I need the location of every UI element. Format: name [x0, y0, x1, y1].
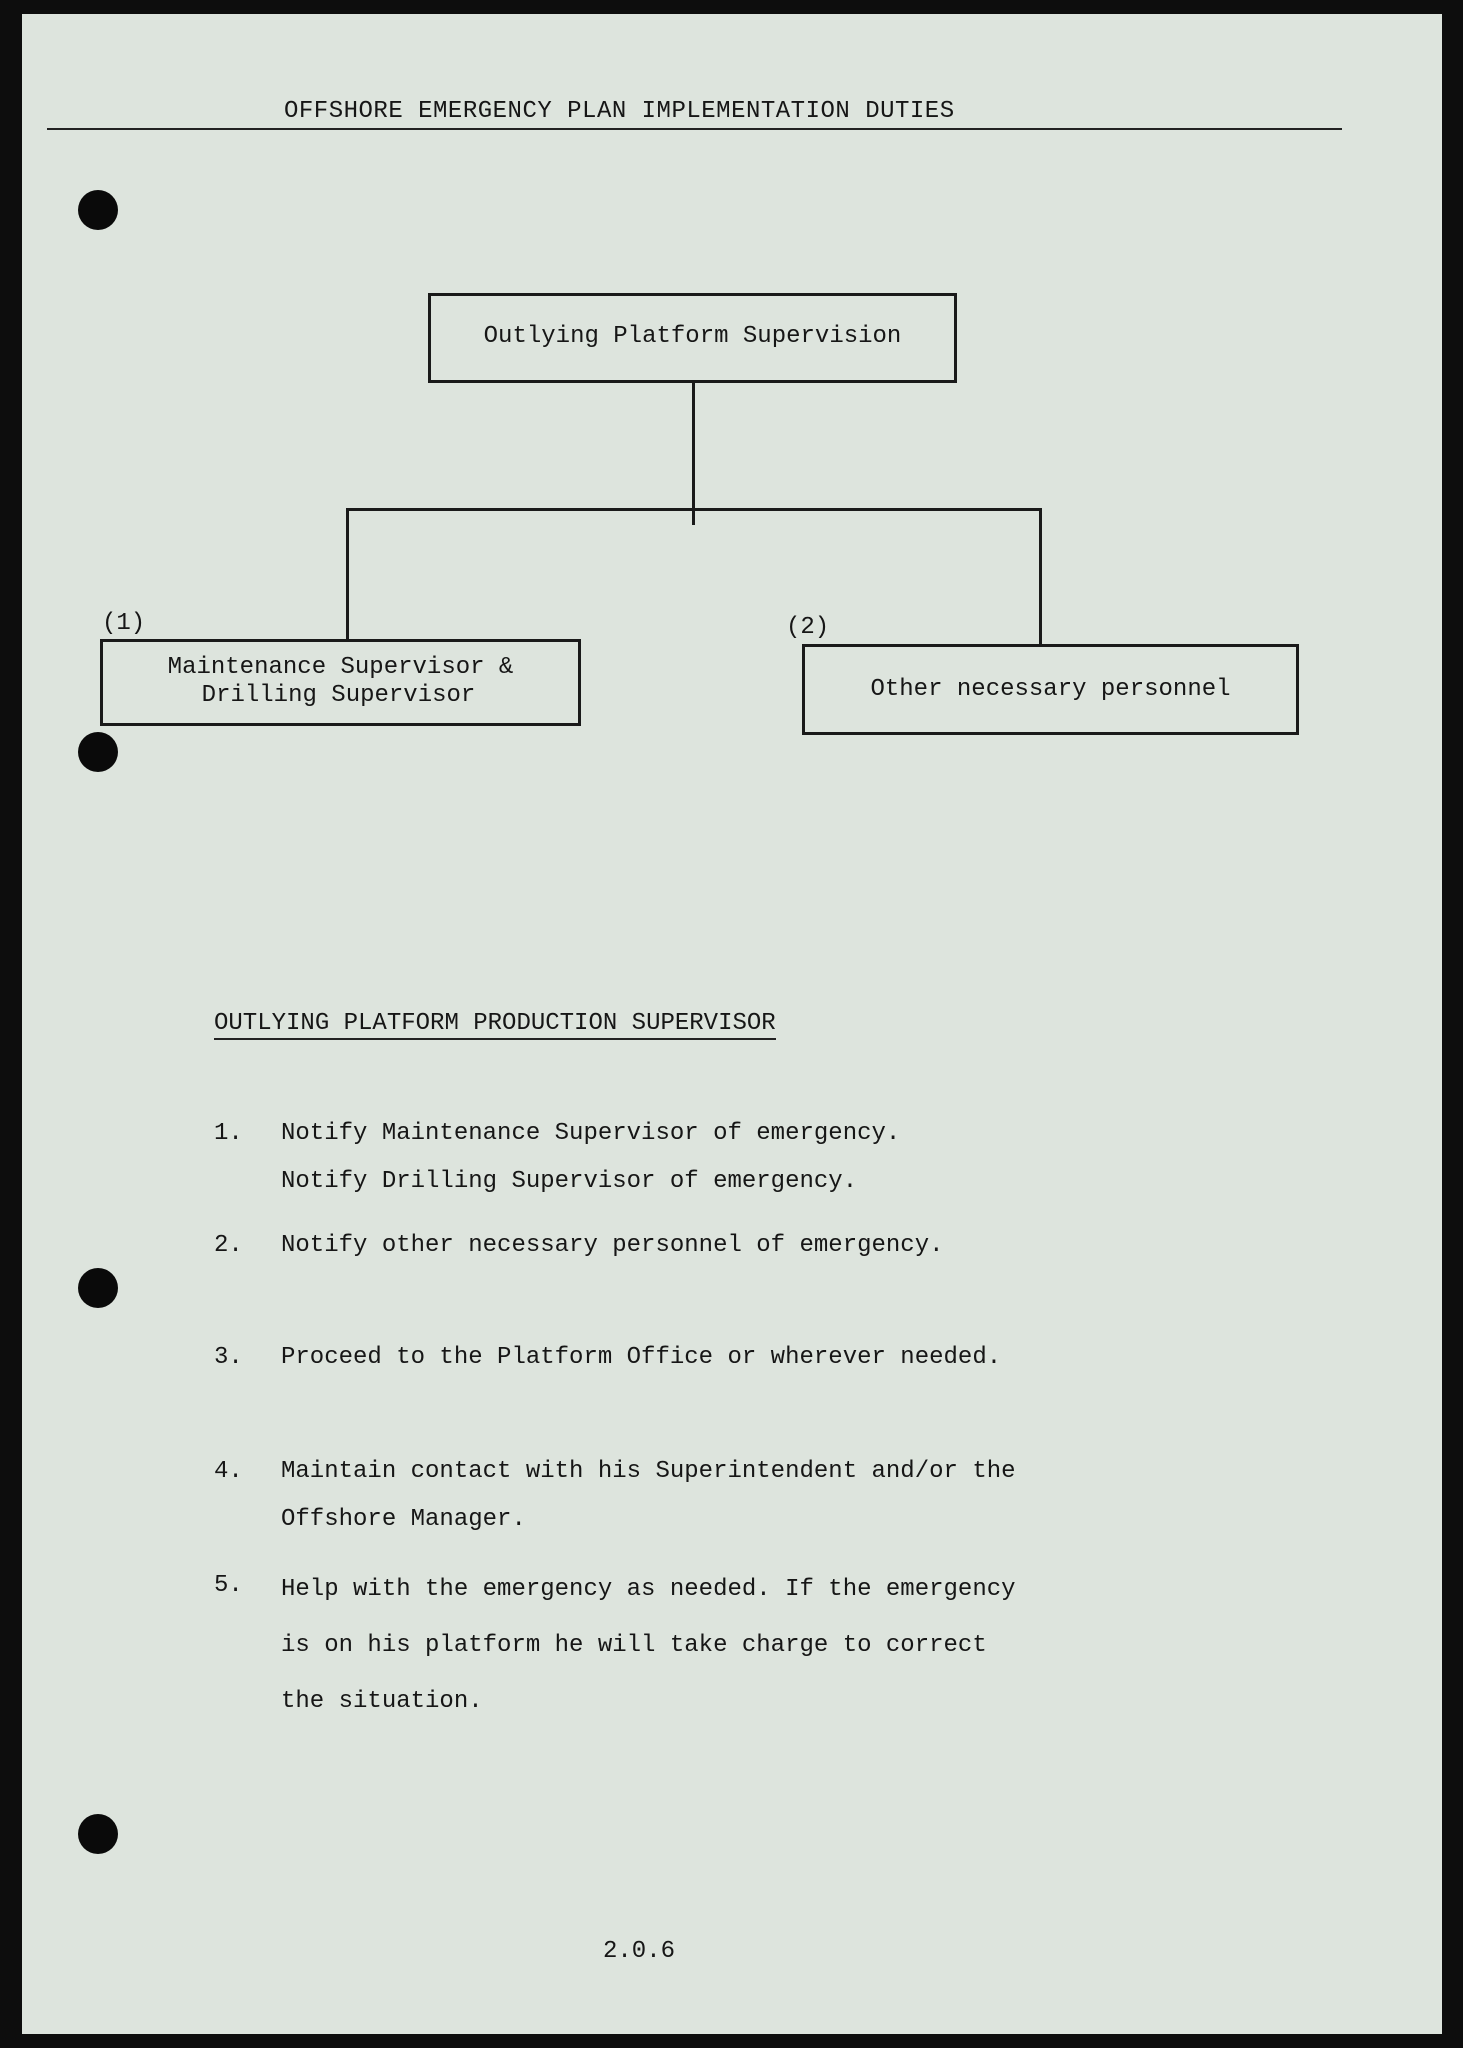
page-number: 2.0.6	[603, 1938, 676, 1965]
punch-hole	[78, 1814, 118, 1854]
list-item-number: 3.	[214, 1344, 243, 1371]
punch-hole	[78, 190, 118, 230]
list-item-text: is on his platform he will take charge to correct	[281, 1632, 987, 1659]
connector-right	[1039, 508, 1042, 644]
list-item-text: Help with the emergency as needed. If the emergency	[281, 1576, 1016, 1603]
org-box-top	[428, 293, 957, 383]
connector-horizontal	[346, 508, 1042, 511]
list-item-number: 4.	[214, 1458, 243, 1485]
connector-left	[346, 508, 349, 639]
list-item	[281, 1110, 900, 1206]
org-box-right-label: Other necessary personnel	[870, 676, 1231, 703]
list-item-text: Notify Drilling Supervisor of emergency.	[281, 1168, 858, 1195]
punch-hole	[78, 1268, 118, 1308]
org-box-left-line2: Drilling Supervisor	[201, 682, 476, 709]
org-left-number: (1)	[102, 610, 146, 637]
list-item	[281, 1334, 1001, 1382]
list-item-number: 5.	[214, 1572, 243, 1599]
list-item-number: 1.	[214, 1120, 243, 1147]
org-box-right	[802, 644, 1299, 735]
list-item-text: Proceed to the Platform Office or wherever needed.	[281, 1344, 1002, 1371]
list-item	[281, 1448, 1016, 1544]
page-title: OFFSHORE EMERGENCY PLAN IMPLEMENTATION DUTIES	[284, 98, 955, 125]
document-page	[22, 14, 1442, 2034]
list-item-text: Notify other necessary personnel of emergency.	[281, 1232, 944, 1259]
list-item-text: Notify Maintenance Supervisor of emergency.	[281, 1120, 901, 1147]
list-item-number: 2.	[214, 1232, 243, 1259]
title-underline	[47, 128, 1342, 130]
connector-vertical	[692, 383, 695, 525]
list-item	[281, 1562, 1016, 1730]
org-box-left	[100, 639, 581, 726]
org-box-left-line1: Maintenance Supervisor &	[167, 654, 514, 681]
org-right-number: (2)	[786, 614, 830, 641]
org-box-top-label: Outlying Platform Supervision	[483, 323, 902, 350]
section-heading: OUTLYING PLATFORM PRODUCTION SUPERVISOR	[214, 1010, 776, 1040]
list-item-text: Maintain contact with his Superintendent and/or the	[281, 1458, 1016, 1485]
list-item-text: the situation.	[281, 1688, 483, 1715]
list-item-text: Offshore Manager.	[281, 1506, 526, 1533]
punch-hole	[78, 732, 118, 772]
list-item	[281, 1222, 944, 1270]
